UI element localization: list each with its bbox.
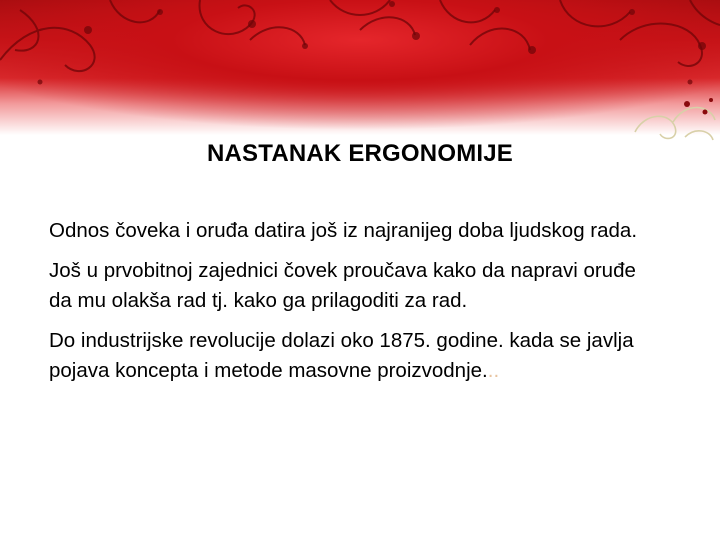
decorative-header-banner <box>0 0 720 135</box>
floral-ornament <box>0 0 720 135</box>
paragraph-3-text: Do industrijske revolucije dolazi oko 1875. godine. kada se javlja pojava koncepta i metode masovne proizvodnje. <box>49 329 634 382</box>
corner-swirl-ornament <box>625 92 720 147</box>
slide-title: NASTANAK ERGONOMIJE <box>206 140 514 167</box>
paragraph-2: Još u prvobitnoj zajednici čovek proučava kako da napravi oruđe da mu olakša rad tj. kako ga prilagoditi za rad. <box>49 259 636 312</box>
slide-body <box>49 216 663 396</box>
trailing-mark: .. <box>487 359 500 382</box>
paragraph-3 <box>49 326 663 386</box>
paragraph-1: Odnos čoveka i oruđa datira još iz najranijeg doba ljudskog rada. <box>49 219 638 242</box>
